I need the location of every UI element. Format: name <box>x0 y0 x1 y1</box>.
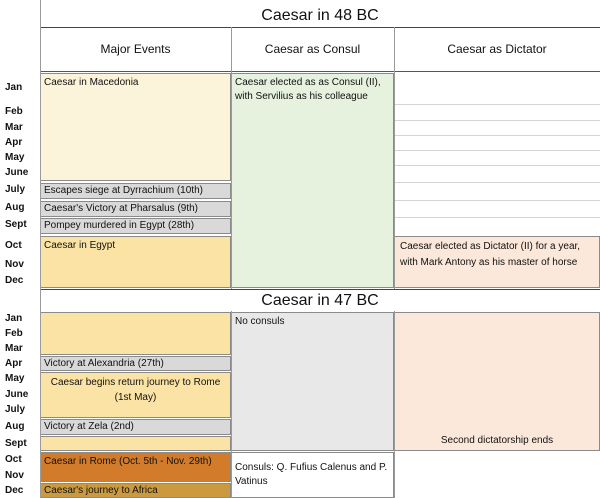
month-label: Nov <box>5 259 24 270</box>
month-label: Aug <box>5 202 25 213</box>
event-rome: Caesar in Rome (Oct. 5th - Nov. 29th) <box>40 452 231 482</box>
month-label: Jan <box>5 82 23 93</box>
month-label: Sept <box>5 438 27 449</box>
column-divider <box>40 0 41 498</box>
year-47-title: Caesar in 47 BC <box>40 289 600 313</box>
column-divider <box>394 27 395 289</box>
month-label: Apr <box>5 137 23 148</box>
event-macedonia: Caesar in Macedonia <box>40 73 231 181</box>
month-label: Aug <box>5 421 25 432</box>
event-return-journey: Caesar begins return journey to Rome (1st May) <box>40 372 231 418</box>
month-label: Apr <box>5 358 23 369</box>
month-label: June <box>5 389 29 400</box>
month-label: July <box>5 404 26 415</box>
month-label: Jan <box>5 313 23 324</box>
event-pompey: Pompey murdered in Egypt (28th) <box>40 218 231 234</box>
header-divider <box>40 71 600 72</box>
consul-48: Caesar elected as as Consul (II), with Servilius as his colleague <box>231 73 394 288</box>
month-label: Mar <box>5 343 23 354</box>
header-consul: Caesar as Consul <box>264 42 361 56</box>
event-alexandria: Victory at Alexandria (27th) <box>40 356 231 371</box>
event-pharsalus: Caesar's Victory at Pharsalus (9th) <box>40 201 231 217</box>
dictator-47 <box>394 312 600 451</box>
column-divider <box>231 311 232 498</box>
column-divider <box>231 27 232 289</box>
month-label: July <box>5 184 26 195</box>
month-label: Dec <box>5 484 24 496</box>
month-label: Oct <box>5 454 22 465</box>
month-label: Mar <box>5 122 23 133</box>
event-dyrrachium: Escapes siege at Dyrrachium (10th) <box>40 183 231 199</box>
event-47-sept <box>40 436 231 451</box>
event-africa: Caesar's journey to Africa <box>40 483 231 498</box>
month-label: May <box>5 373 25 384</box>
dictatorship-ends: Second dictatorship ends <box>440 435 554 446</box>
event-zela: Victory at Zela (2nd) <box>40 419 231 435</box>
month-label: Oct <box>5 240 22 251</box>
month-label: Sept <box>5 219 27 230</box>
month-label: Feb <box>5 106 23 117</box>
month-label: Nov <box>5 470 24 481</box>
year-48-title: Caesar in 48 BC <box>40 4 600 28</box>
event-egypt: Caesar in Egypt <box>40 236 231 288</box>
no-consuls-47: No consuls <box>231 312 394 451</box>
event-47-early <box>40 312 231 355</box>
consuls-47: Consuls: Q. Fufius Calenus and P. Vatinus <box>231 452 394 498</box>
column-divider <box>394 311 395 498</box>
month-label: Feb <box>5 328 23 339</box>
month-label: Dec <box>5 275 24 286</box>
dictator-48: Caesar elected as Dictator (II) for a year, with Mark Antony as his master of horse <box>394 236 600 288</box>
header-major-events: Major Events <box>100 42 171 56</box>
header-dictator: Caesar as Dictator <box>447 42 547 56</box>
month-label: June <box>5 167 29 178</box>
month-label: May <box>5 152 25 163</box>
